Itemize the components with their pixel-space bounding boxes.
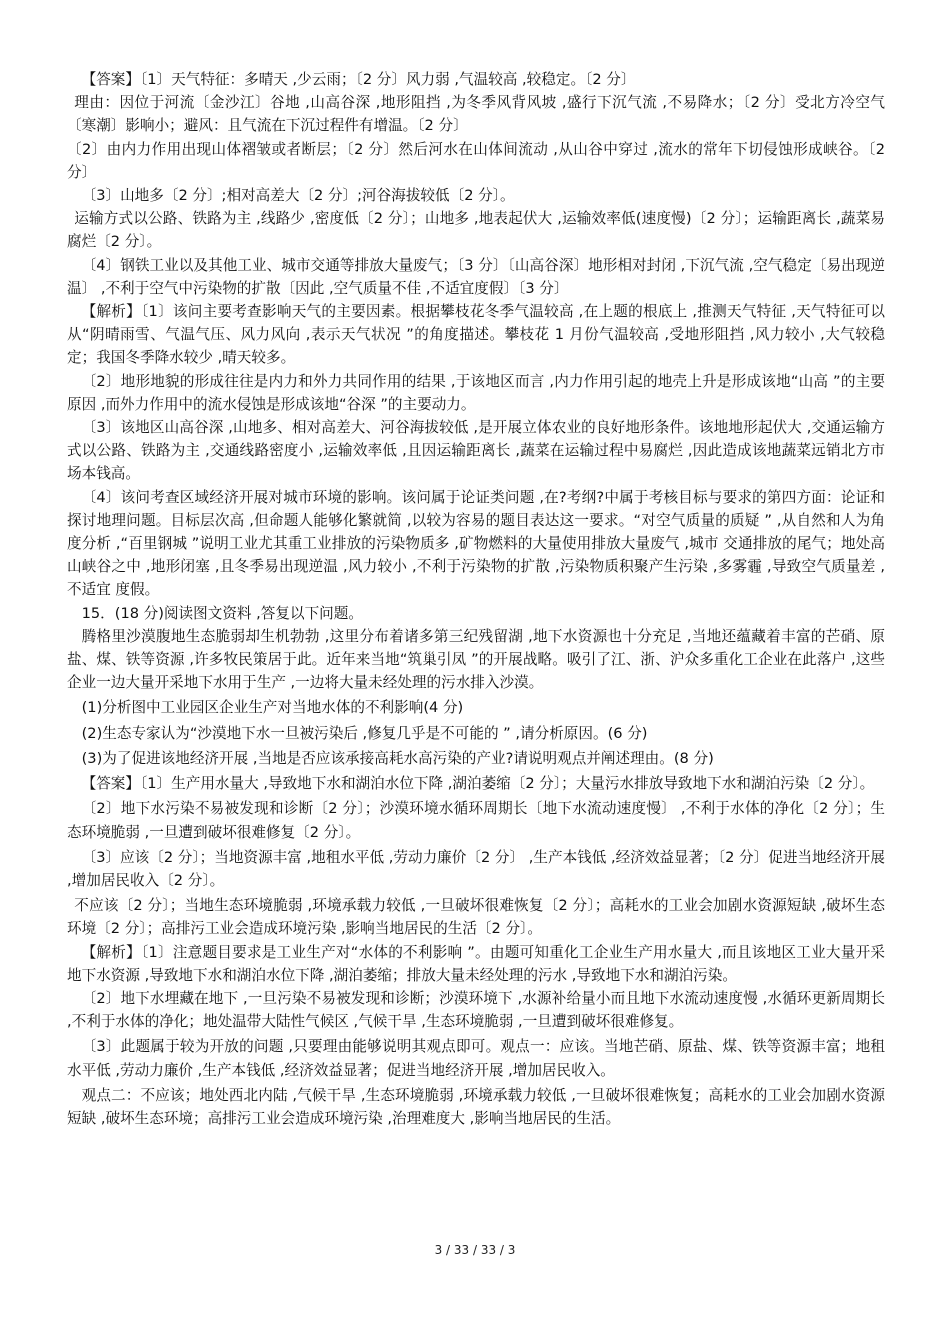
- question-15-title: 15．(18 分)阅读图文资料 ,答复以下问题。: [81, 604, 363, 622]
- answer-14-transport: 运输方式以公路、铁路为主 ,线路少 ,密度低〔2 分〕；山地多 ,地表起伏大 ,运输效率低(速度慢)〔2 分〕；运输距离长 ,蔬菜易腐烂〔2 分〕。: [67, 210, 885, 251]
- answer-15-part3-yes: 〔3〕应该〔2 分〕；当地资源丰富 ,地租水平低 ,劳动力廉价〔2 分〕 ,生产本钱低 ,经济效益显著；〔2 分〕促进当地经济开展 ,增加居民收入〔2 分〕。: [67, 848, 885, 889]
- analysis-14-part4: 〔4〕该问考查区域经济开展对城市环境的影响。该问属于论证类问题 ,在?考纲?中属于考核目标与要求的第四方面：论证和探讨地理问题。目标层次高 ,但命题人能够化繁就简 ,以较为容易的题目表达这一要求。“对空气质量的质疑 ” ,从自然和人为角度分析 ,“百里钢城 ”说明工业尤其重工业排放的污染物质多 ,矿物燃料的大量使用排放大量废气 ,城市 交通排放的尾气；地处高山峡谷之中 ,地形闭塞 ,且冬季易出现逆温 ,风力较小 ,不利于污染物的扩散 ,污染物质积聚产生污染 ,多雾霾 ,导致空气质量差 ,不适宜 度假。: [67, 488, 885, 599]
- question-15-sub3: (3)为了促进该地经济开展 ,当地是否应该承接高耗水高污染的产业?请说明观点并阐述理由。(8 分): [81, 749, 714, 767]
- analysis-14-part1: 【解析】〔1〕该问主要考查影响天气的主要因素。根据攀枝花冬季气温较高 ,在上题的根底上 ,推测天气特征 ,天气特征可以从“阴晴雨雪、气温气压、风力风向 ,表示天气状况 ”的角度描述。攀枝花 1 月份气温较高 ,受地形阻挡 ,风力较小 ,大气较稳定；我国冬季降水较少 ,晴天较多。: [67, 303, 885, 367]
- question-15-sub1: (1)分析图中工业园区企业生产对当地水体的不利影响(4 分): [81, 699, 464, 717]
- question-15-material: 腾格里沙漠腹地生态脆弱却生机勃勃 ,这里分布着诸多第三纪残留湖 ,地下水资源也十分充足 ,当地还蕴藏着丰富的芒硝、原盐、煤、铁等资源 ,许多牧民策居于此。近年来当地“筑巢引凤 ”的开展战略。吸引了江、浙、沪众多重化工企业在此落户 ,这些企业一边大量开采地下水用于生产 ,一边将大量未经处理的污水排入沙漠。: [67, 627, 885, 692]
- answer-14-part2: 〔2〕由内力作用出现山体褶皱或者断层；〔2 分〕然后河水在山体间流动 ,从山谷中穿过 ,流水的常年下切侵蚀形成峡谷。〔2 分〕: [67, 140, 885, 181]
- answer-14-reason: 理由：因位于河流〔金沙江〕谷地 ,山高谷深 ,地形阻挡 ,为冬季风背风坡 ,盛行下沉气流 ,不易降水；〔2 分〕受北方冷空气〔寒潮〕影响小；避风：且气流在下沉过程件有增温。〔2 分〕: [67, 94, 885, 135]
- analysis-14-part2: 〔2〕地形地貌的形成往往是内力和外力共同作用的结果 ,于该地区而言 ,内力作用引起的地壳上升是形成该地“山高 ”的主要原因 ,而外力作用中的流水侵蚀是形成该地“谷深 ”的主要动力。: [67, 372, 885, 413]
- document-body: [67, 68, 885, 1130]
- answer-15-part2: 〔2〕地下水污染不易被发现和诊断〔2 分〕；沙漠环境水循环周期长〔地下水流动速度慢〕 ,不利于水体的净化〔2 分〕；生态环境脆弱 ,一旦遭到破坏很难修复〔2 分〕。: [67, 800, 885, 841]
- analysis-15-part3: 〔3〕此题属于较为开放的问题 ,只要理由能够说明其观点即可。观点一：应该。当地芒硝、原盐、煤、铁等资源丰富；地租水平低 ,劳动力廉价 ,生产本钱低 ,经济效益显著；促进当地经济开展 ,增加居民收入。: [67, 1038, 885, 1079]
- answer-14-part1: 【答案】〔1〕天气特征：多晴天 ,少云雨；〔2 分〕风力弱 ,气温较高 ,较稳定。〔2 分〕: [81, 71, 636, 88]
- analysis-15-part1: 【解析】〔1〕注意题目要求是工业生产对“水体的不利影响 ”。由题可知重化工企业生产用水量大 ,而且该地区工业大量开采地下水资源 ,导致地下水和湖泊水位下降 ,湖泊萎缩；排放大量未经处理的污水 ,导致地下水和湖泊污染。: [67, 943, 885, 984]
- analysis-15-part2: 〔2〕地下水埋藏在地下 ,一旦污染不易被发现和诊断；沙漠环境下 ,水源补给量小而且地下水流动速度慢 ,水循环更新周期长 ,不利于水体的净化；地处温带大陆性气候区 ,气候干旱 ,生态环境脆弱 ,一旦遭到破坏很难修复。: [67, 989, 885, 1031]
- analysis-14-part3: 〔3〕该地区山高谷深 ,山地多、相对高差大、河谷海拔较低 ,是开展立体农业的良好地形条件。该地地形起伏大 ,交通运输方式以公路、铁路为主 ,交通线路密度小 ,运输效率低 ,且因运输距离长 ,蔬菜在运输过程中易腐烂 ,因此造成该地蔬菜远销北方市场本钱高。: [67, 419, 885, 483]
- answer-14-part4: 〔4〕钢铁工业以及其他工业、城市交通等排放大量废气；〔3 分〕〔山高谷深〕地形相对封闭 ,下沉气流 ,空气稳定〔易出现逆温〕 ,不利于空气中污染物的扩散〔因此 ,空气质量不佳 ,不适宜度假〕〔3 分〕: [67, 256, 885, 297]
- question-15-sub2: (2)生态专家认为“沙漠地下水一旦被污染后 ,修复几乎是不可能的 ” ,请分析原因。(6 分): [81, 724, 648, 742]
- answer-14-part3: 〔3〕山地多〔2 分〕;相对高差大〔2 分〕;河谷海拔较低〔2 分〕。: [81, 187, 515, 205]
- answer-15-part1: 【答案】〔1〕生产用水量大 ,导致地下水和湖泊水位下降 ,湖泊萎缩〔2 分〕；大量污水排放导致地下水和湖泊污染〔2 分〕。: [81, 775, 875, 793]
- analysis-15-viewpoint2: 观点二：不应该；地处西北内陆 ,气候干旱 ,生态环境脆弱 ,环境承载力较低 ,一旦破坏很难恢复；高耗水的工业会加剧水资源短缺 ,破坏生态环境；高排污工业会造成环境污染 ,治理难度大 ,影响当地居民的生活。: [67, 1086, 885, 1127]
- answer-15-part3-no: 不应该〔2 分〕；当地生态环境脆弱 ,环境承载力较低 ,一旦破坏很难恢复〔2 分〕；高耗水的工业会加剧水资源短缺 ,破坏生态环境〔2 分〕；高排污工业会造成环境污染 ,影响当地居民的生活〔2 分〕。: [67, 897, 885, 938]
- page-number: 3 / 33 / 33 / 3: [434, 1243, 516, 1257]
